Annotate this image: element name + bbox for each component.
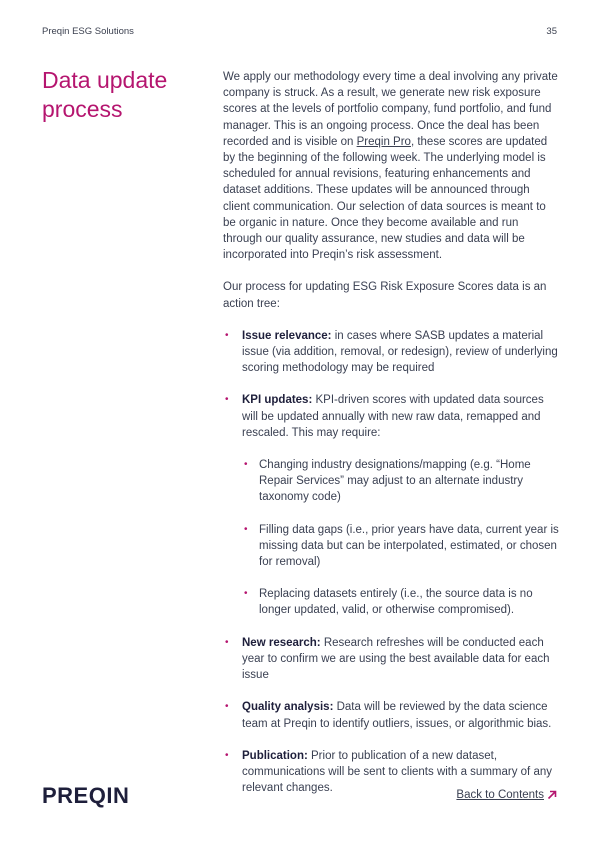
bullet-term: KPI updates: [242, 394, 313, 407]
bullet-text: in cases where SASB updates a material issue (via addition, removal, or redesign), review of underlying scoring methodology may be required [242, 329, 558, 375]
bullet-text: KPI-driven scores with updated data sources will be updated annually with new raw data, remapped and rescaled. This may require: [242, 394, 544, 439]
intro-text-2: , these scores are updated by the beginning of the following week. The underlying model is scheduled for annual revisions, featuring enhancements and dataset additions. These updates will be announced through client communication. Our selection of data sources is meant to be organic in nature. Once they become available and run through our quality assurance, new studies and data will be incorporated into Preqin’s risk assessment. [223, 135, 548, 262]
arrow-up-right-icon [547, 790, 557, 800]
bullet-text: Research refreshes will be conducted each year to confirm we are using the best available data for each issue [242, 636, 550, 682]
intro-paragraph [223, 69, 559, 263]
action-tree-list [223, 328, 559, 796]
sub-bullet-industry: • Changing industry designations/mapping (e.g. “Home Repair Services” may adjust to an alternate industry taxonomy code) [242, 457, 559, 506]
bullet-term: Quality analysis: [242, 701, 334, 714]
section-title: Data update process [42, 67, 168, 122]
bullet-new-research [223, 635, 559, 684]
body-content [223, 69, 559, 812]
bullet-issue-relevance [223, 328, 559, 377]
bullet-term: Issue relevance: [242, 329, 332, 342]
preqin-pro-link[interactable]: Preqin Pro [356, 135, 411, 148]
bullet-quality-analysis [223, 699, 559, 731]
sub-bullet-replace-datasets: • Replacing datasets entirely (i.e., the source data is no longer updated, valid, or otherwise compromised). [242, 586, 559, 618]
kpi-sub-list [242, 457, 559, 619]
bullet-text: Data will be reviewed by the data science team at Preqin to identify outliers, issues, or algorithmic bias. [242, 701, 552, 730]
intro-text-1: We apply our methodology every time a deal involving any private company is struck. As a result, we generate new risk exposure scores at the levels of portfolio company, fund portfolio, and fund manager. This is an ongoing process. Once the deal has been recorded and is visible on [223, 71, 558, 148]
bullet-text: Prior to publication of a new dataset, communications will be sent to clients with a summary of any relevant changes. [242, 749, 552, 795]
process-intro: Our process for updating ESG Risk Exposure Scores data is an action tree: [223, 281, 547, 310]
page-number: 35 [546, 26, 557, 37]
header-title: Preqin ESG Solutions [42, 26, 134, 37]
bullet-term: Publication: [242, 749, 308, 762]
back-to-contents-label: Back to Contents [456, 789, 544, 801]
preqin-logo: PREQIN [42, 783, 130, 808]
bullet-term: New research: [242, 636, 321, 649]
back-to-contents-link[interactable] [456, 789, 557, 801]
sub-bullet-data-gaps: • Filling data gaps (i.e., prior years have data, current year is missing data but can be interpolated, estimated, or chosen for removal) [242, 522, 559, 571]
bullet-kpi-updates [223, 392, 559, 618]
